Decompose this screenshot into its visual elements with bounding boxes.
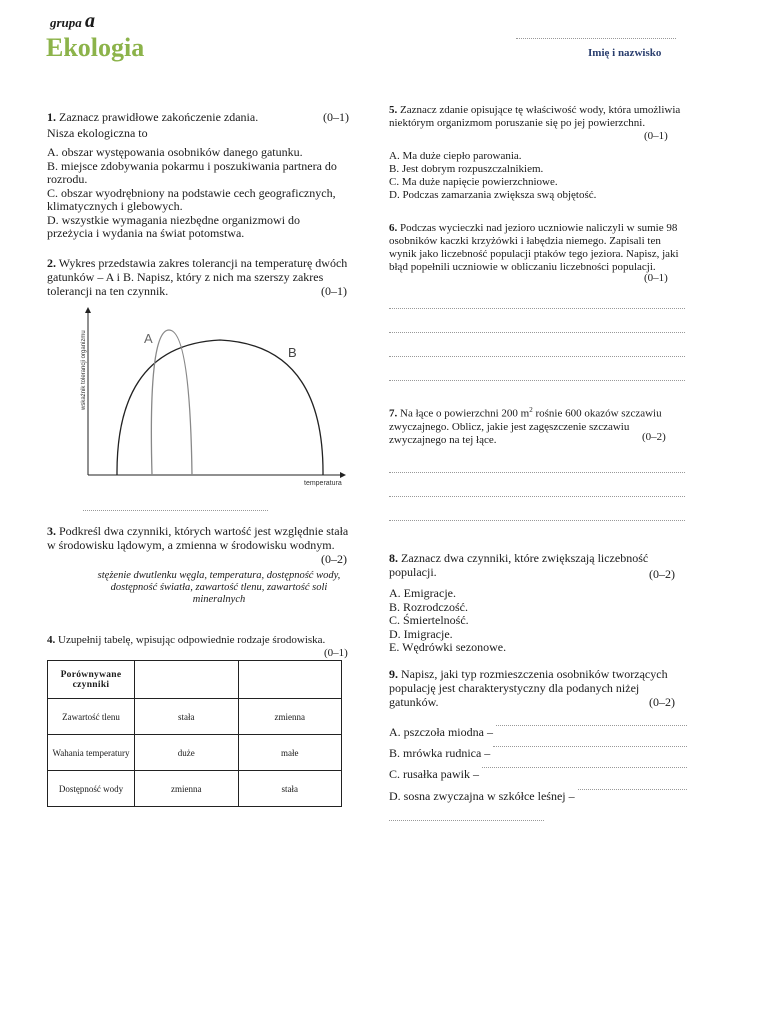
option-d[interactable]: D. Podczas zamarzania zwiększa swą objętość. — [389, 189, 597, 201]
answer-line-q9-d-cont[interactable] — [389, 820, 544, 821]
tolerance-chart — [70, 305, 355, 490]
group-label: grupa a — [50, 10, 96, 32]
environment-table — [47, 660, 342, 807]
option-e[interactable]: E. Wędrówki sezonowe. — [389, 640, 507, 654]
question-3-points: (0–2) — [321, 552, 347, 566]
question-3: 3. Podkreśl dwa czynniki, których wartość jest względnie stała w środowisku lądowym, a zmienna w środowisku wodnym. — [47, 524, 349, 552]
option-a[interactable]: A. obszar występowania osobników danego gatunku. — [47, 145, 303, 159]
question-5-options — [389, 150, 596, 202]
page-title: Ekologia — [46, 33, 145, 62]
question-5-points: (0–1) — [644, 130, 668, 142]
option-b[interactable]: B. Jest dobrym rozpuszczalnikiem. — [389, 163, 544, 175]
table-row: Dostępność wody zmienna stała — [48, 771, 342, 807]
x-axis-label: temperatura — [304, 480, 342, 487]
table-header-env-2[interactable] — [238, 661, 342, 699]
answer-line-q6[interactable] — [389, 332, 685, 333]
question-7-points: (0–2) — [642, 431, 666, 443]
question-1-options — [47, 146, 347, 241]
table-header-factors: Porównywane czynniki — [48, 661, 135, 699]
option-b[interactable]: B. miejsce zdobywania pokarmu i poszukiwania partnera do rozrodu. — [47, 158, 337, 186]
answer-line-q9-b[interactable] — [493, 746, 687, 747]
question-8-points: (0–2) — [649, 567, 675, 581]
answer-line-q6[interactable] — [389, 356, 685, 357]
question-2: 2. Wykres przedstawia zakres tolerancji na temperaturę dwóch gatunków – A i B. Napisz, który z nich ma szerszy zakres tolerancji na ten czynnik. — [47, 256, 348, 298]
question-1-stem: Nisza ekologiczna to — [47, 126, 148, 140]
x-axis-arrow — [340, 472, 346, 478]
y-axis-label: wskaźnik tolerancji organizmu — [81, 330, 87, 410]
table-header-env-1[interactable] — [135, 661, 239, 699]
question-4-points: (0–1) — [324, 647, 348, 659]
option-d[interactable]: D. wszystkie wymagania niezbędne organizmowi do przeżycia i wydania na świat potomstwa. — [47, 212, 301, 240]
factors-list[interactable]: stężenie dwutlenku węgla, temperatura, dostępność wody, dostępność światła, zawartość tlenu, zawartość soli mineralnych — [97, 570, 341, 605]
option-b[interactable]: B. Rozrodczość. — [389, 599, 468, 614]
option-d[interactable]: D. Imigracje. — [389, 626, 453, 641]
question-6: 6. Podczas wycieczki nad jezioro uczniowie naliczyli w sumie 98 osobników kaczki krzyżówki i łabędzia niemego. Zapisali ten wynik jako liczebność populacji ptaków tego jeziora. Napisz, jaki błąd popełnili uczniowie w obliczaniu liczebności populacji. — [389, 222, 679, 273]
table-row: Wahania temperatury duże małe — [48, 735, 342, 771]
answer-line-q7[interactable] — [389, 496, 685, 497]
q9-item-c: C. rusałka pawik – — [389, 767, 687, 782]
answer-line-q9-c[interactable] — [482, 767, 687, 768]
question-1: (0–1) 1. Zaznacz prawidłowe zakończenie zdania. — [47, 110, 349, 124]
q9-item-d: D. sosna zwyczajna w szkółce leśnej – — [389, 789, 687, 804]
option-c[interactable]: C. obszar wyodrębniony na podstawie cech geograficznych, klimatycznych i glebowych. — [47, 185, 336, 213]
answer-line-q6[interactable] — [389, 308, 685, 309]
option-a[interactable]: A. Emigracje. — [389, 586, 456, 600]
answer-line-q7[interactable] — [389, 472, 685, 473]
y-axis-arrow — [85, 307, 91, 313]
answer-line-q7[interactable] — [389, 520, 685, 521]
q9-item-a: A. pszczoła miodna – — [389, 725, 687, 740]
question-2-points: (0–1) — [321, 284, 347, 298]
option-c[interactable]: C. Śmiertelność. — [389, 613, 469, 627]
question-8-options — [389, 587, 506, 655]
question-4: 4. Uzupełnij tabelę, wpisując odpowiednie rodzaje środowiska. — [47, 634, 326, 646]
question-9-points: (0–2) — [649, 695, 675, 709]
question-5: 5. Zaznacz zdanie opisujące tę właściwość wody, która umożliwia niektórym organizmom poruszanie się po jej powierzchni. — [389, 104, 681, 129]
name-label: Imię i nazwisko — [588, 47, 662, 59]
answer-line-q6[interactable] — [389, 380, 685, 381]
name-field-line[interactable] — [516, 38, 676, 39]
question-7: 7. Na łące o powierzchni 200 $m^2$ rośnie 600 okazów szczawiu zwyczajnego. Oblicz, jakie jest zagęszczenie szczawiu zwyczajnego na tej łące. — [389, 406, 662, 446]
group-letter: a — [85, 10, 96, 32]
answer-line-q9-a[interactable] — [496, 725, 687, 726]
answer-line-q2[interactable] — [83, 510, 268, 511]
answer-line-q9-d[interactable] — [578, 789, 687, 790]
question-8: 8. Zaznacz dwa czynniki, które zwiększają liczebność populacji. — [389, 551, 649, 579]
series-b-curve — [117, 340, 323, 475]
question-9: 9. Napisz, jaki typ rozmieszczenia osobników tworzących populację jest charakterystyczny dla podanych niżej gatunków. — [389, 667, 668, 709]
series-b-label: B — [288, 345, 297, 360]
option-c[interactable]: C. Ma duże napięcie powierzchniowe. — [389, 176, 558, 188]
question-6-points: (0–1) — [644, 272, 668, 284]
series-a-label: A — [144, 331, 153, 346]
q9-item-b: B. mrówka rudnica – — [389, 746, 687, 761]
table-row: Zawartość tlenu stała zmienna — [48, 699, 342, 735]
option-a[interactable]: A. Ma duże ciepło parowania. — [389, 150, 522, 162]
